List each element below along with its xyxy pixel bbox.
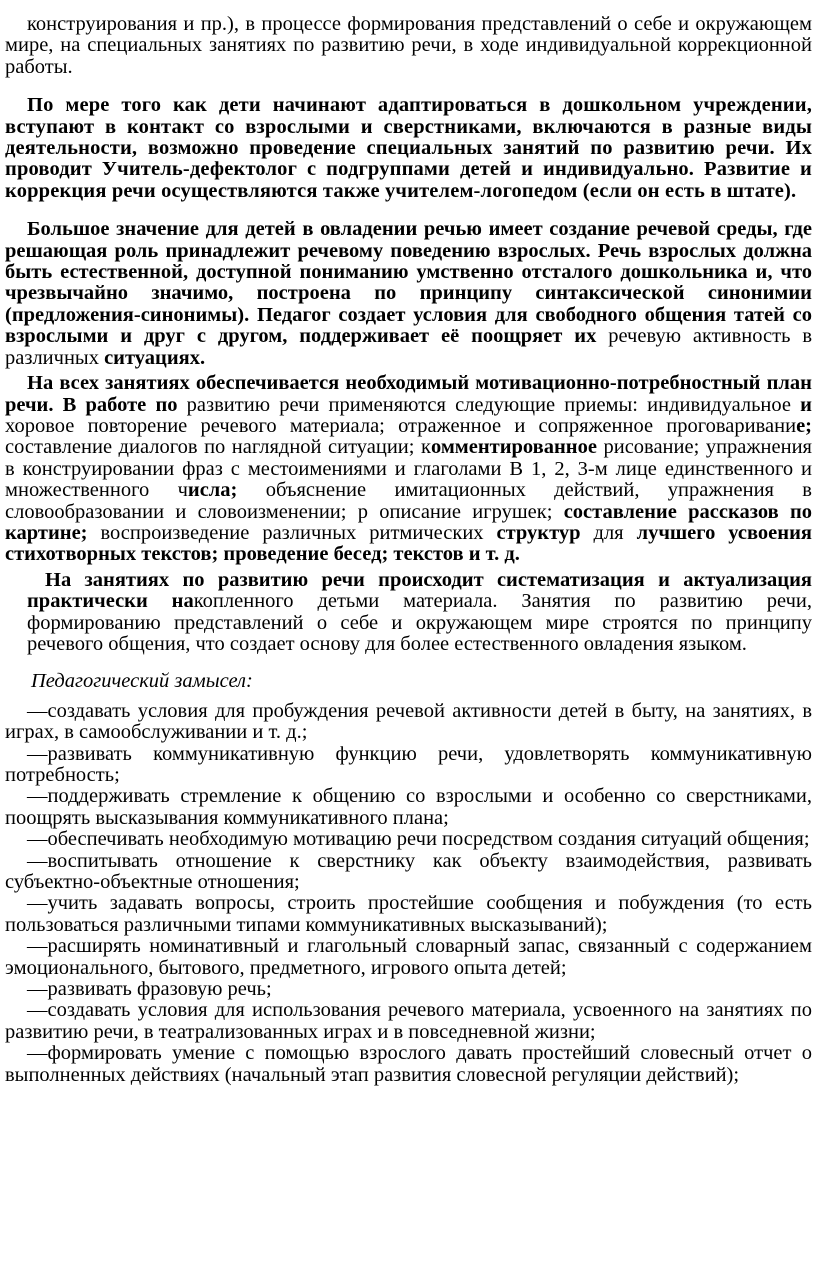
techniques-bold-15: лучшего усвоения стихотворных текстов; проведение бесед; текстов и т. д. (5, 521, 812, 566)
techniques-bold-1: На всех занятиях обеспечивается необходимый мотивационно-потребностный план речи. В работе по (5, 372, 812, 416)
section-heading: Педагогический замысел: (31, 670, 253, 693)
techniques-text-6: составление диалогов по наглядной ситуации; к (5, 436, 431, 459)
list-item: —развивать коммуникативную функцию речи, удовлетворять коммуникативную потребность; (5, 742, 812, 786)
techniques-bold-11: составление рассказов по картине; (5, 500, 812, 544)
paragraph-intro: конструирования и пр.), в процессе формирования представлений о себе и окружающем мире, на специальных занятиях по развитию речи, в ходе индивидуальной коррекционной работы. (5, 13, 812, 78)
techniques-text-10: объяснение имитационных действий, упражнения в словообразовании и словоизменении; р описание игрушек; (5, 479, 812, 523)
techniques-text-2: развитию речи применяются следующие приемы: индивидуальное (177, 393, 801, 416)
speech-environment-normal-part: речевую активность в различных (5, 325, 812, 369)
list-item: —поддерживать стремление к общению со взрослыми и особенно со сверстниками, поощрять высказывания коммуникативного плана; (5, 785, 812, 829)
systematization-normal-part: копленного детьми материала. Занятия по развитию речи, формированию представлений о себе и окружающем мире строятся по принципу речевого общения, что создает основу для более естественного овладения языком. (27, 590, 813, 655)
list-item: —учить задавать вопросы, строить простейшие сообщения и побуждения (то есть пользоваться различными типами коммуникативных высказываний); (5, 892, 812, 936)
speech-environment-bold-part: Большое значение для детей в овладении речью имеет создание речевой среды, где решающая роль принадлежит речевому поведению взрослых. Речь взрослых должна быть естественной, доступной пониманию умственно отсталого дошкольника и, что чрезвычайно значимо, построена по принципу синтаксической синонимии (предложения-синонимы). Педагог создает условия для свободного общения татей со взрослыми и друг с другом, поддерживает её поощряет их (5, 218, 812, 348)
paragraph-techniques (5, 373, 812, 566)
paragraph-systematization (5, 570, 812, 656)
list-item: —обеспечивать необходимую мотивацию речи посредством создания ситуаций общения; (27, 828, 810, 851)
techniques-text-4: хоровое повторение речевого материала; отраженное и сопряженное проговаривани (5, 414, 797, 437)
list-item: —формировать умение с помощью взрослого давать простейший словесный отчет о выполненных действиях (начальный этап развития словесной регуляции действий); (5, 1042, 812, 1086)
list-item: —создавать условия для пробуждения речевой активности детей в быту, на занятиях, в играх, в самообслуживании и т. д.; (5, 699, 812, 744)
techniques-bold-3: и (800, 393, 812, 416)
techniques-text-8: рисование; упражнения в конструировании фраз с местоимениями и глаголами В 1, 2, 3-м лице единственного и множественного ч (5, 436, 812, 502)
techniques-text-14: для (580, 521, 637, 544)
techniques-bold-9: исла; (187, 479, 238, 502)
techniques-text-12: воспроизведение различных ритмических (87, 521, 497, 544)
speech-environment-bold-end: ситуациях. (104, 346, 206, 369)
paragraph-adaptation: По мере того как дети начинают адаптироваться в дошкольном учреждении, вступают в контакт со взрослыми и сверстниками, включаются в разные виды деятельности, возможно проведение специальных занятий по развитию речи. Их проводит Учитель-дефектолог с подгруппами детей и индивидуально. Развитие и коррекция речи осуществляются также учителем-логопедом (если он есть в штате). (5, 94, 812, 202)
systematization-bold-part: На занятиях по развитию речи происходит систематизация и актуализация практически на (27, 568, 812, 613)
list-item: —развивать фразовую речь; (27, 978, 272, 1001)
list-item: —воспитывать отношение к сверстнику как объекту взаимодействия, развивать субъектно-объектные отношения; (5, 849, 812, 894)
list-item: —расширять номинативный и глагольный словарный запас, связанный с содержанием эмоционального, бытового, предметного, игрового опыта детей; (5, 935, 812, 979)
techniques-bold-13: структур (496, 521, 581, 544)
list-item: —создавать условия для использования речевого материала, усвоенного на занятиях по развитию речи, в театрализованных играх и в повседневной жизни; (5, 999, 812, 1043)
techniques-bold-5: е; (796, 414, 812, 437)
techniques-bold-7: омментированное (430, 436, 597, 459)
paragraph-speech-environment (5, 219, 812, 369)
